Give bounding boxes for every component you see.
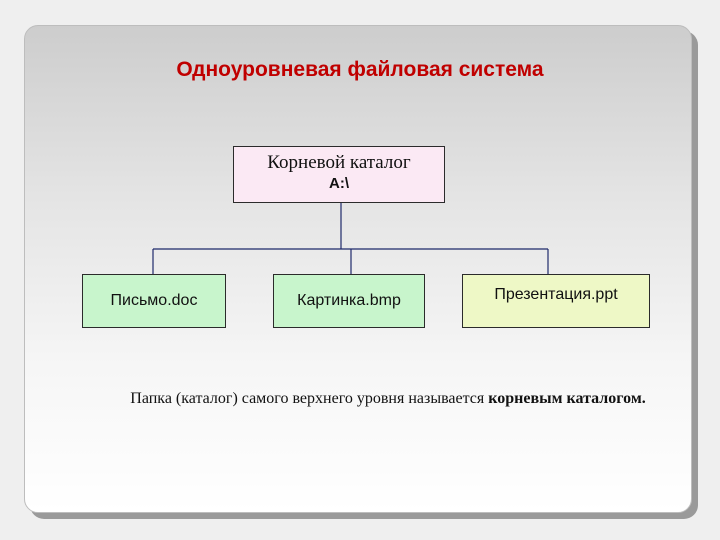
root-directory-node [233,146,445,203]
root-directory-path: A:\ [329,175,349,192]
file-node-presentation [462,274,650,328]
file-node-picture [273,274,425,328]
file-node-letter [82,274,226,328]
root-directory-label: Корневой каталог [267,152,411,173]
caption-text: Папка (каталог) самого верхнего уровня называется [130,390,489,407]
caption-emphasis: корневым каталогом. [488,390,646,407]
file-node-label: Презентация.ppt [494,286,618,303]
file-node-label: Картинка.bmp [297,292,401,309]
slide-title: Одноуровневая файловая система [176,58,544,81]
caption [112,388,664,409]
file-node-label: Письмо.doc [110,292,198,309]
